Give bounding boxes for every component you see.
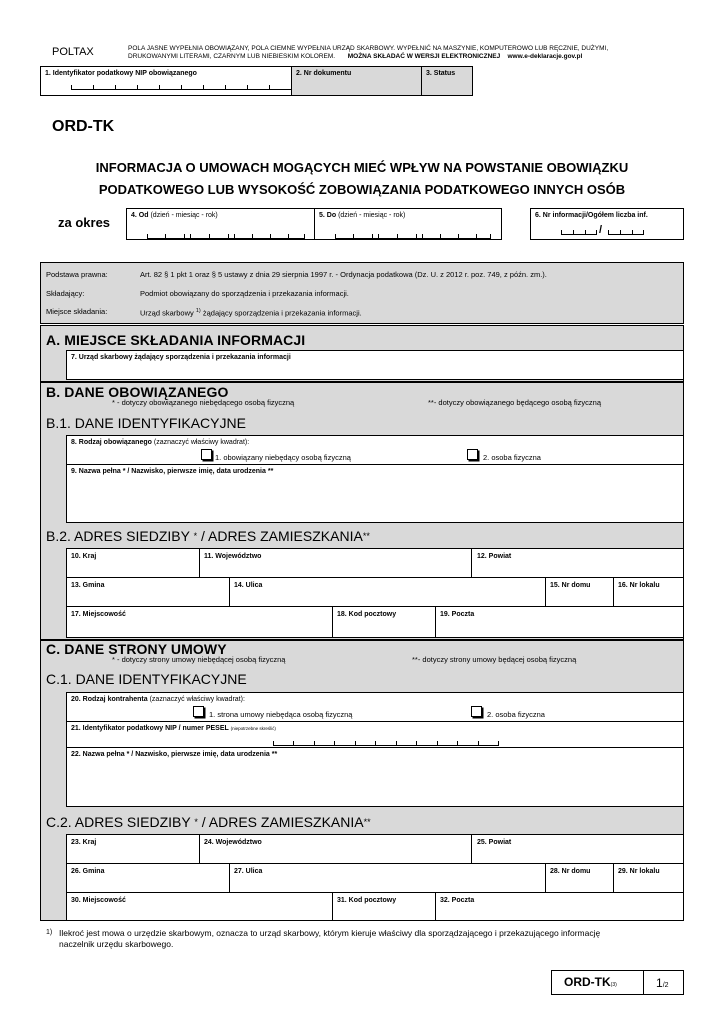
section-c2-title: C.2. ADRES SIEDZIBY * / ADRES ZAMIESZKANIA** [46,814,371,830]
field-14-label: 14. Ulica [234,582,263,589]
field-30-label: 30. Miejscowość [71,897,126,904]
instructions-line2c: www.e-deklaracje.gov.pl [507,53,583,60]
to-date-boxes [335,233,491,239]
field-17-label: 17. Miejscowość [71,611,126,618]
field-3-status [421,66,473,96]
instructions-line2a: DRUKOWANYMI LITERAMI, CZARNYM LUB NIEBIESKIM KOLOREM. [128,53,336,60]
field-22-full-name[interactable] [66,747,684,807]
address-b-row3 [66,606,684,638]
field-7-tax-office[interactable] [66,350,684,380]
nip-digit-boxes [71,84,295,90]
address-b-row1 [66,548,684,578]
place-label: Miejsce składania: [46,307,108,316]
field-31-label: 31. Kod pocztowy [337,897,397,904]
field-5-label: 5. Do (dzień - miesiąc - rok) [319,212,406,219]
address-c-row2 [66,863,684,893]
form-title [40,157,684,201]
from-date-boxes [147,233,305,239]
form-title-line1: INFORMACJA O UMOWACH MOGĄCYCH MIEĆ WPŁYW NA POWSTANIE OBOWIĄZKU [95,160,629,175]
field-7-label: 7. Urząd skarbowy żądający sporządzenia i przekazania informacji [71,354,291,361]
field-2-label: 2. Nr dokumentu [296,70,352,77]
form-code: ORD-TK [52,118,115,135]
field-20-option-1: 1. strona umowy niebędąca osobą fizyczną [209,710,353,719]
field-21-nip-pesel[interactable] [66,721,684,748]
field-6-info-number[interactable] [530,208,684,240]
footer-page-box [643,970,684,995]
section-b2-title: B.2. ADRES SIEDZIBY * / ADRES ZAMIESZKANIA** [46,528,370,544]
address-c-row3 [66,892,684,921]
field-8-label: 8. Rodzaj obowiązanego (zaznaczyć właściwy kwadrat): [71,439,250,446]
address-c-row1 [66,834,684,864]
field-9-full-name[interactable] [66,464,684,523]
footnote-line1: Ilekroć jest mowa o urzędzie skarbowym, oznacza to urząd skarbowy, którym kieruje właściwy dla sporządzającego i przekazującego informację [59,928,601,938]
section-c-title: C. DANE STRONY UMOWY [46,641,227,657]
field-26-label: 26. Gmina [71,868,105,875]
footer-code: ORD-TK(3) [564,975,617,989]
field-20-label: 20. Rodzaj kontrahenta (zaznaczyć właściwy kwadrat): [71,696,245,703]
field-19-label: 19. Poczta [440,611,475,618]
address-b-row2 [66,577,684,607]
footnote [46,928,676,950]
form-title-line2: PODATKOWEGO LUB WYSOKOŚĆ ZOBOWIĄZANIA PODATKOWEGO INNYCH OSÓB [98,182,626,197]
field-29-label: 29. Nr lokalu [618,868,660,875]
field-9-label: 9. Nazwa pełna * / Nazwisko, pierwsze imię, data urodzenia ** [71,468,274,475]
field-8-option-2: 2. osoba fizyczna [483,453,541,462]
field-8-checkbox-2[interactable] [467,449,478,460]
field-8-checkbox-1[interactable] [201,449,212,460]
place-value: Urząd skarbowy $^{1)}$ żądający sporządzenia i przekazania informacji. [140,308,362,318]
field-15-label: 15. Nr domu [550,582,591,589]
legal-basis-box [40,262,684,324]
footnote-line2: naczelnik urzędu skarbowego. [59,939,174,949]
field-27-label: 27. Ulica [234,868,263,875]
field-12-label: 12. Powiat [477,553,512,560]
section-b1-title: B.1. DANE IDENTYFIKACYJNE [46,415,246,431]
field-22-label: 22. Nazwa pełna * / Nazwisko, pierwsze imię, data urodzenia ** [71,751,278,758]
info-number-boxes [561,229,597,235]
poltax-label: POLTAX [52,46,94,58]
header-instructions [128,45,688,61]
field-1-nip[interactable] [40,66,292,96]
field-10-label: 10. Kraj [71,553,97,560]
field-4-from[interactable] [126,208,315,240]
field-20-contractor-type[interactable] [66,692,684,722]
section-c1-title: C.1. DANE IDENTYFIKACYJNE [46,671,247,687]
section-b-note-right: **- dotyczy obowiązanego będącego osobą fizyczną [428,398,602,407]
info-total-boxes [608,229,644,235]
section-b-divider [40,381,684,383]
filer-value: Podmiot obowiązany do sporządzenia i przekazania informacji. [140,289,349,298]
instructions-line1: POLA JASNE WYPEŁNIA OBOWIĄZANY, POLA CIEMNE WYPEŁNIA URZĄD SKARBOWY. WYPEŁNIĆ NA MASZYNIE, KOMPUTEROWO LUB RĘCZNIE, DUŻYMI, [128,45,609,52]
field-18-label: 18. Kod pocztowy [337,611,397,618]
field-6-label: 6. Nr informacji/Ogółem liczba inf. [535,212,648,219]
basis-value: Art. 82 § 1 pkt 1 oraz § 5 ustawy z dnia 29 sierpnia 1997 r. - Ordynacja podatkowa (Dz. U. z 2012 r. poz. 749, z późn. zm.). [140,270,547,279]
footnote-mark: 1) [46,929,53,936]
field-23-label: 23. Kraj [71,839,97,846]
field-5-to[interactable] [314,208,502,240]
instructions-line2b: MOŻNA SKŁADAĆ W WERSJI ELEKTRONICZNEJ [347,53,501,60]
za-okres-label: za okres [58,215,111,230]
field-3-label: 3. Status [426,70,456,77]
nip-pesel-digit-boxes [273,740,499,746]
field-24-label: 24. Województwo [204,839,262,846]
field-21-label: 21. Identyfikator podatkowy NIP / numer PESEL (niepotrzebne skreślić) [71,725,276,732]
field-11-label: 11. Województwo [204,553,262,560]
filer-label: Składający: [46,289,85,298]
field-25-label: 25. Powiat [477,839,512,846]
field-28-label: 28. Nr domu [550,868,591,875]
section-a-title: A. MIEJSCE SKŁADANIA INFORMACJI [46,332,306,348]
field-20-option-2: 2. osoba fizyczna [487,710,545,719]
field-20-checkbox-2[interactable] [471,706,482,717]
field-8-obligated-type[interactable] [66,435,684,465]
field-32-label: 32. Poczta [440,897,475,904]
section-b-note-left: * - dotyczy obowiązanego niebędącego osobą fizyczną [112,398,295,407]
section-c-note-left: * - dotyczy strony umowy niebędącej osobą fizyczną [112,655,286,664]
field-4-label: 4. Od (dzień - miesiąc - rok) [131,212,218,219]
basis-label: Podstawa prawna: [46,270,108,279]
footer-code-box [551,970,644,995]
field-16-label: 16. Nr lokalu [618,582,660,589]
instructions-line2 [128,53,688,61]
field-2-doc-number [291,66,422,96]
field-1-label: 1. Identyfikator podatkowy NIP obowiązanego [45,70,197,77]
section-c-note-right: **- dotyczy strony umowy będącej osobą fizyczną [412,655,577,664]
section-b-title: B. DANE OBOWIĄZANEGO [46,384,229,400]
info-slash: / [599,224,603,236]
field-13-label: 13. Gmina [71,582,105,589]
footer-page: 1/2 [656,976,669,990]
field-20-checkbox-1[interactable] [193,706,204,717]
field-8-option-1: 1. obowiązany niebędący osobą fizyczną [215,453,351,462]
